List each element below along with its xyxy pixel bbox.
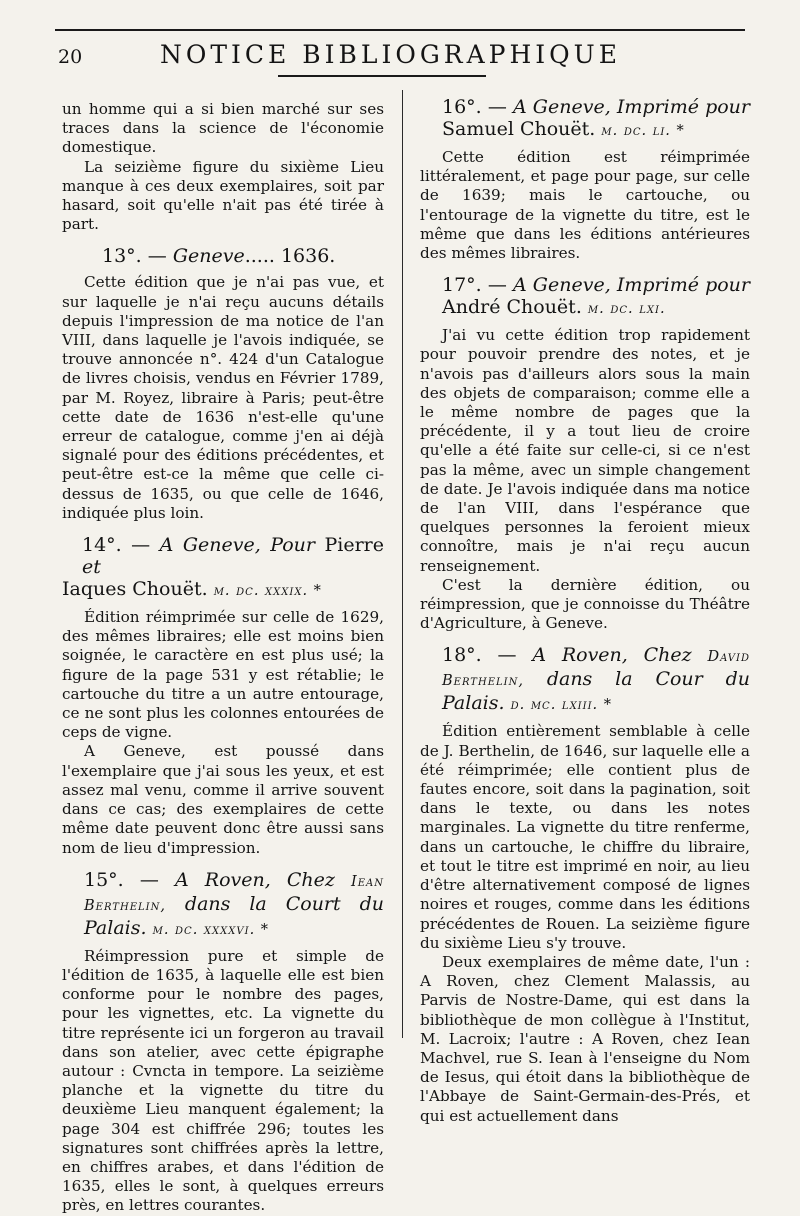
entry-date: m. dc. xxxxvi. * [152, 921, 270, 938]
page-number: 20 [58, 46, 83, 68]
entry-place: A Geneve, Pour [159, 534, 315, 557]
column-divider [402, 90, 403, 1038]
entry-heading-14-line2 [62, 578, 384, 602]
entry-heading-18 [420, 644, 750, 716]
entry-number: 15°. — [84, 868, 159, 891]
right-column [420, 96, 750, 1126]
entry-number: 16°. — [442, 96, 507, 118]
entry-place: A Geneve, Imprimé pour [512, 96, 750, 118]
entry-place: A Roven, Chez [174, 868, 335, 891]
running-title: NOTICE BIBLIOGRAPHIQUE [160, 40, 621, 69]
entry-date: m. dc. li. * [601, 123, 685, 139]
entry-place: A Geneve, Imprimé pour [512, 274, 750, 297]
entry-heading-14 [62, 534, 384, 578]
paragraph: un homme qui a si bien marché sur ses traces dans la science de l'économie domestique. [62, 100, 384, 157]
entry-heading-15 [62, 869, 384, 941]
entry-printer: Pierre [324, 534, 384, 557]
paragraph: Réimpression pure et simple de l'édition de 1635, à laquelle elle est bien conforme pour le nombre des pages, pour les vignettes, etc. La vignette du titre représente ici un forgeron au travail dans son atelier, avec cette épigraphe autour : Cvncta in tempore. La seizième planche et la vignette du titre du deuxième Lieu manquent également; la page 304 est chiffrée 296; toutes les signatures sont chiffrées après la lettre, en chiffres arabes, et dans l'édition de 1635, elles le sont, à quelques erreurs près, en lettres courantes. [62, 946, 384, 1215]
title-underline [278, 75, 486, 77]
entry-date: d. mc. lxiii. * [510, 697, 613, 714]
paragraph: A Geneve, est poussé dans l'exemplaire que j'ai sous les yeux, et est assez mal venu, comme il arrive souvent dans ce cas; des exemplaires de cette même date peuvent donc être aussi sans nom de lieu d'impression. [62, 742, 384, 857]
entry-address: dans la Court du Palais. [84, 892, 384, 939]
entry-printer: David Berthelin, [442, 649, 750, 690]
left-column [62, 100, 384, 1216]
entry-printer: Samuel Chouët. [442, 118, 596, 140]
entry-number: 14°. — [82, 534, 151, 557]
entry-printer: Iaques Chouët. [62, 578, 208, 601]
paragraph: C'est la dernière édition, ou réimpression, que je connoisse du Théâtre d'Agriculture, à Geneve. [420, 575, 750, 633]
paragraph: La seizième figure du sixième Lieu manque à ces deux exemplaires, soit par hasard, soit qu'elle n'ait pas été tirée à part. [62, 157, 384, 234]
paragraph: J'ai vu cette édition trop rapidement pour pouvoir prendre des notes, et je n'avois pas d'ailleurs alors sous la main des objets de comparaison; comme elle a le même nombre de pages que la précédente, il y a tout lieu de croire qu'elle a été faite sur celle-ci, si ce n'est pas la même, avec un simple changement de date. Je l'avois indiquée dans ma notice de l'an VIII, dans l'espérance que quelques personnes la feroient mieux connoître, mais je n'ai reçu aucun renseignement. [420, 326, 750, 575]
paragraph: Édition réimprimée sur celle de 1629, des mêmes libraires; elle est moins bien soignée, le caractère en est plus usé; la figure de la page 531 y est rétablie; le cartouche du titre a un autre entourage, ce ne sont plus les colonnes entourées de ceps de vigne. [62, 608, 384, 742]
entry-place: A Roven, Chez [532, 644, 692, 667]
entry-printer: Iean Berthelin, [84, 873, 384, 914]
top-rule [55, 29, 745, 31]
paragraph: Cette édition est réimprimée littéralement, et page pour page, sur celle de 1639; mais le cartouche, ou l'entourage de la vignette du titre, est le même que dans les éditions antérieures des mêmes libraires. [420, 148, 750, 263]
entry-number: 18°. — [442, 644, 517, 667]
entry-number: 13°. — [102, 245, 167, 268]
entry-heading-16 [420, 96, 750, 142]
entry-address: dans la Cour du Palais. [442, 668, 750, 715]
entry-number: 17°. — [442, 274, 507, 297]
entry-printer: André Chouët. [442, 296, 582, 319]
paragraph: Cette édition que je n'ai pas vue, et sur laquelle je n'ai reçu aucuns détails depuis l'impression de ma notice de l'an VIII, dans laquelle je l'avois indiquée, se trouve annoncée n°. 424 d'un Catalogue de livres choisis, vendus en Février 1789, par M. Royez, libraire à Paris; peut-être cette date de 1636 n'est-elle qu'une erreur de catalogue, comme j'en ai déjà signalé pour des éditions précédentes, et peut-être est-ce la même que celle ci-dessus de 1635, ou que celle de 1646, indiquée plus loin. [62, 273, 384, 522]
entry-place: Geneve [172, 245, 245, 268]
entry-heading-13 [62, 245, 384, 267]
entry-date: m. dc. xxxix. * [213, 583, 322, 600]
entry-heading-17 [420, 274, 750, 320]
entry-date: ..... 1636. [244, 245, 336, 268]
entry-date: m. dc. lxi. [587, 301, 666, 318]
paragraph: Édition entièrement semblable à celle de J. Berthelin, de 1646, sur laquelle elle a été réimprimée; elle contient plus de fautes encore, soit dans la pagination, soit dans le texte, ou dans les notes marginales. La vignette du titre renferme, dans un cartouche, le chiffre du libraire, et tout le titre est imprimé en noir, au lieu d'être alternativement composé de lignes noires et rouges, comme dans les éditions précédentes de Rouen. La seizième figure du sixième Lieu s'y trouve. [420, 722, 750, 952]
paragraph: Deux exemplaires de même date, l'un : A Roven, chez Clement Malassis, au Parvis de Nostre-Dame, qui est dans la bibliothèque de mon collègue à l'Institut, M. Lacroix; l'autre : A Roven, chez Iean Machvel, rue S. Iean à l'enseigne du Nom de Iesus, qui étoit dans la bibliothèque de l'Abbaye de Saint-Germain-des-Prés, et qui est actuellement dans [420, 952, 750, 1125]
entry-conjunction: et [82, 556, 101, 579]
